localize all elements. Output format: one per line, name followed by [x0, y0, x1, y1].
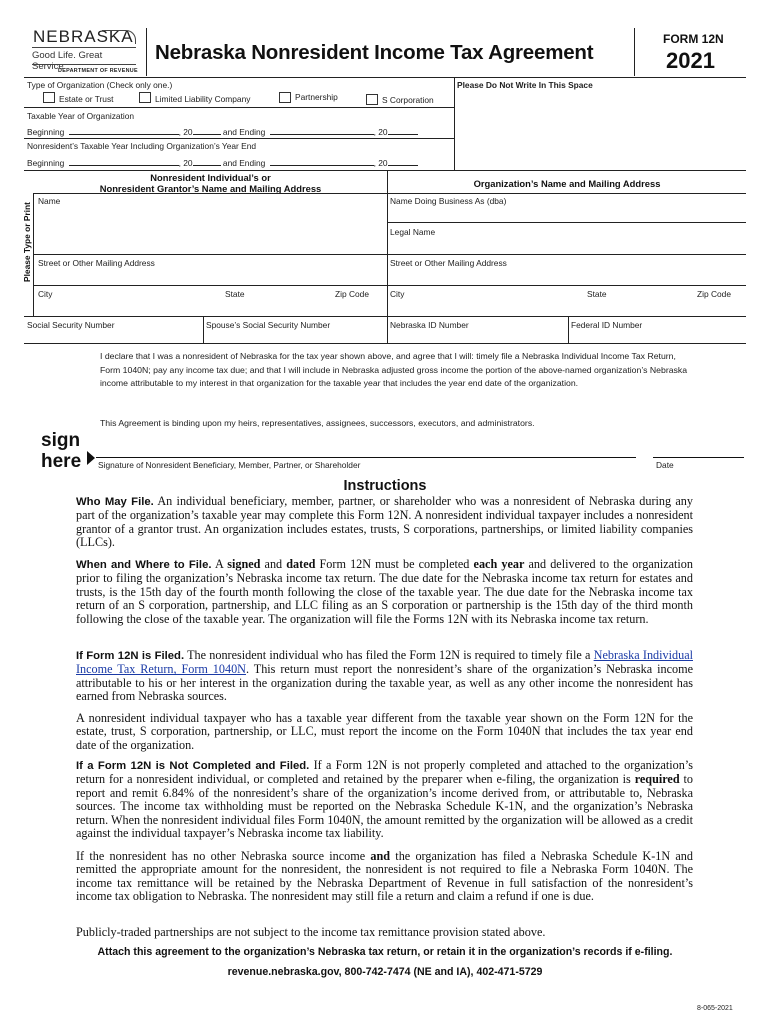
not-filed-text-a: If a Form 12N is not properly completed and attached to the organization’s return for a nonresident individual, or completed and retained by the preparer when e-filing, the organization is: [76, 758, 693, 787]
taxable-year-label: Taxable Year of Organization: [27, 111, 135, 121]
who-may-file-text: An individual beneficiary, member, partner, or shareholder who was a nonresident of Nebraska during any part of the organization’s taxable year may complete this Form 12N. A nonresident individual taxpayer includes a nonresident grantor of a grantor trust. An organization includes estates, trusts, S corporations, partnerships, or limited liability companies (LLCs).: [76, 494, 693, 550]
attach-instruction: Attach this agreement to the organization’s Nebraska tax return, or retain it in the organization’s records if e-filing.: [97, 946, 673, 958]
if-filed-heading: If Form 12N is Filed.: [76, 650, 185, 662]
ssn-label: Social Security Number: [27, 320, 115, 330]
individual-city-state-zip-field[interactable]: [34, 286, 386, 315]
option-partnership: Partnership: [295, 92, 338, 102]
signature-label: Signature of Nonresident Beneficiary, Member, Partner, or Shareholder: [98, 460, 361, 470]
contact-info: revenue.nebraska.gov, 800-742-7474 (NE and IA), 402-471-5729: [227, 966, 543, 978]
individual-heading-line2: Nonresident Grantor’s Name and Mailing Address: [99, 182, 322, 194]
taxable-beginning-label: Beginning: [27, 127, 65, 137]
rule-id-bottom: [24, 343, 746, 344]
nonres-begin-date-field[interactable]: [69, 158, 179, 166]
top-rule: [24, 77, 746, 78]
organization-heading: Organization’s Name and Mailing Address: [473, 178, 661, 189]
individual-street-label: Street or Other Mailing Address: [38, 258, 155, 268]
please-type-or-print: Please Type or Print: [22, 202, 32, 282]
taxable-begin-year-field[interactable]: [193, 127, 221, 135]
org-city-label: City: [390, 289, 405, 299]
option-s-corporation: S Corporation: [382, 95, 434, 105]
logo-rule: [32, 47, 136, 48]
form-1040n-link[interactable]: Nebraska Individual Income Tax Return, Form 1040N: [76, 648, 693, 677]
org-zip-label: Zip Code: [697, 289, 731, 299]
date-field[interactable]: [653, 437, 744, 457]
nonres-end-20: , 20: [373, 158, 388, 168]
spouse-ssn-label: Spouse’s Social Security Number: [206, 320, 331, 330]
nonres-end-date-field[interactable]: [270, 158, 374, 166]
taxable-end-year-field[interactable]: [388, 127, 418, 135]
org-type-label: Type of Organization (Check only one.): [27, 80, 173, 90]
taxable-end-20: , 20: [373, 127, 388, 137]
nonresident-year-row: [27, 158, 418, 168]
who-may-file-paragraph: [76, 495, 693, 550]
nonres-begin-year-field[interactable]: [193, 158, 221, 166]
taxable-begin-20: , 20: [178, 127, 193, 137]
org-city-state-zip-field[interactable]: [388, 286, 746, 315]
not-filed-text-b: to report and remit 6.84% of the nonresident’s share of the organization’s income derived from, or attributable to, Nebraska sources. The income tax withholding must be reported on the Nebraska Schedule K-1N, and the organization’s Nebraska return. When the nonresident individual files Form 1040N, the amount remitted by the organization will be allowed as a credit against the individual taxpayer’s Nebraska income tax liability.: [76, 772, 693, 841]
when-each-year: each year: [473, 557, 525, 571]
other-text-a: If the nonresident has no other Nebraska source income: [76, 849, 371, 863]
office-use-divider: [454, 77, 455, 170]
taxable-end-date-field[interactable]: [270, 127, 374, 135]
logo: [30, 27, 138, 79]
option-llc: Limited Liability Company: [155, 94, 251, 104]
different-year-paragraph: A nonresident individual taxpayer who has a taxable year different from the taxable year shown on the Form 12N for the estate, trust, S corporation, partnership, or LLC, must report the income on the Form 1040N that includes the tax year end date of the organization.: [76, 711, 693, 752]
form-number: FORM 12N: [663, 32, 724, 46]
spouse-ssn-field[interactable]: [204, 317, 386, 343]
not-filed-paragraph: [76, 759, 693, 840]
individual-name-field[interactable]: [34, 194, 386, 254]
other-text-b: the organization has filed a Nebraska Schedule K-1N and remitted the appropriate amount for the nonresident, the nonresident is not required to file a Nebraska Form 1040N. The income tax remittance will be retained by the Nebraska Department of Revenue in full satisfaction of the nonresident’s income tax obligation to Nebraska. The nonresident may still file a return and claim a refund if one is due.: [76, 849, 693, 904]
rule-taxable-year: [24, 138, 454, 139]
individual-heading: [34, 173, 387, 194]
individual-street-field[interactable]: [34, 255, 386, 284]
if-filed-paragraph: [76, 649, 693, 704]
date-line: [653, 457, 744, 458]
taxable-begin-date-field[interactable]: [69, 127, 179, 135]
logo-rule-2: [32, 64, 136, 65]
binding-text: This Agreement is binding upon my heirs, representatives, assignees, successors, executors, and administrators.: [100, 418, 535, 428]
checkbox-estate-trust[interactable]: [43, 92, 55, 103]
individual-heading-line1: Nonresident Individual’s or: [150, 172, 271, 183]
when-text-b: Form 12N must be completed: [315, 557, 474, 571]
instructions-title: Instructions: [343, 478, 427, 494]
logo-swoosh: [102, 30, 136, 44]
no-other-income-paragraph: [76, 850, 693, 904]
when-and: and: [260, 557, 287, 571]
when-dated: dated: [286, 557, 316, 571]
org-street-label: Street or Other Mailing Address: [390, 258, 507, 268]
sign-here-label: [41, 430, 81, 472]
org-dba-label: Name Doing Business As (dba): [390, 196, 507, 206]
individual-name-label: Name: [38, 196, 61, 206]
nonresident-year-label: Nonresident’s Taxable Year Including Organization’s Year End: [27, 141, 257, 151]
logo-divider: [146, 28, 147, 76]
individual-zip-label: Zip Code: [335, 289, 369, 299]
nebraska-id-label: Nebraska ID Number: [390, 320, 469, 330]
other-and: and: [370, 849, 391, 863]
when-text-c: and delivered to the organization prior to filing the organization’s Nebraska income tax return. The due date for the Nebraska income tax return for estates and trusts, is the 15th day of the fourth month following the close of the taxable year. The due date for the Nebraska income tax return of an S corporation, partnership, and LLC filing as an S corporation or partnership is the 15th day of the third month following the close of the taxable year. The organization will file the Forms 12N with its Nebraska income tax return.: [76, 557, 693, 626]
logo-word: NEBRASKA: [33, 27, 134, 46]
logo-tagline: Good Life. Great Service.: [32, 50, 103, 72]
checkbox-llc[interactable]: [139, 92, 151, 103]
if-filed-text-b: . This return must report the nonresident’s share of the organization’s Nebraska income attributable to his or her interest in the organization during the taxable year, as well as any other income the nonresident has earned from Nebraska sources.: [76, 662, 693, 704]
logo-department: DEPARTMENT OF REVENUE: [58, 68, 138, 74]
when-where-paragraph: [76, 558, 693, 626]
signature-line: [96, 457, 636, 458]
taxable-year-row: [27, 127, 418, 137]
federal-id-label: Federal ID Number: [571, 320, 643, 330]
option-estate-trust: Estate or Trust: [59, 94, 114, 104]
nonres-end-year-field[interactable]: [388, 158, 418, 166]
when-text-a: A: [211, 557, 228, 571]
publicly-traded-paragraph: Publicly-traded partnerships are not subject to the income tax remittance provision stated above.: [76, 925, 546, 939]
form-year: 2021: [666, 48, 715, 73]
org-state-label: State: [587, 289, 607, 299]
nonres-beginning-label: Beginning: [27, 158, 65, 168]
not-filed-heading: If a Form 12N is Not Completed and Filed.: [76, 760, 310, 772]
office-use-label: Please Do Not Write In This Space: [457, 80, 593, 90]
nonres-and-ending-label: and Ending: [222, 158, 266, 168]
rule-org-type: [24, 107, 454, 108]
not-filed-required: required: [634, 772, 680, 787]
signature-field[interactable]: [96, 437, 636, 457]
individual-city-label: City: [38, 289, 53, 299]
individual-state-label: State: [225, 289, 245, 299]
checkbox-partnership[interactable]: [279, 92, 291, 103]
org-legal-name-field[interactable]: [388, 223, 746, 253]
sign-word: sign: [41, 430, 81, 451]
sign-arrow: [87, 451, 95, 465]
checkbox-s-corporation[interactable]: [366, 94, 378, 105]
who-may-file-heading: Who May File.: [76, 496, 154, 508]
page-title: Nebraska Nonresident Income Tax Agreement: [155, 41, 594, 64]
taxable-and-ending-label: and Ending: [222, 127, 266, 137]
org-legal-name-label: Legal Name: [390, 227, 436, 237]
form-number-divider: [634, 28, 635, 76]
org-dba-field[interactable]: [388, 194, 746, 221]
when-signed: signed: [227, 557, 261, 571]
if-filed-text-a: The nonresident individual who has filed the Form 12N is required to timely file a: [184, 648, 594, 662]
form-code: 8-065-2021: [697, 1005, 733, 1012]
when-where-heading: When and Where to File.: [76, 559, 212, 571]
ssn-field[interactable]: [25, 317, 202, 343]
org-street-field[interactable]: [388, 255, 746, 284]
rule-address-top: [24, 170, 746, 171]
nonres-begin-20: , 20: [178, 158, 193, 168]
federal-id-field[interactable]: [569, 317, 746, 343]
here-word: here: [41, 451, 82, 472]
nebraska-id-field[interactable]: [388, 317, 567, 343]
date-label: Date: [656, 460, 674, 470]
declaration-text: I declare that I was a nonresident of Nebraska for the tax year shown above, and agree that I will: timely file a Nebraska Individual Income Tax Return, Form 1040N; pay any income tax due; and that I will include in Nebraska adjusted gross income the portion of the above-named organization’s Nebraska income attributable to my interest in that organization for the taxable year that includes the year end date of the organization.: [100, 351, 688, 389]
